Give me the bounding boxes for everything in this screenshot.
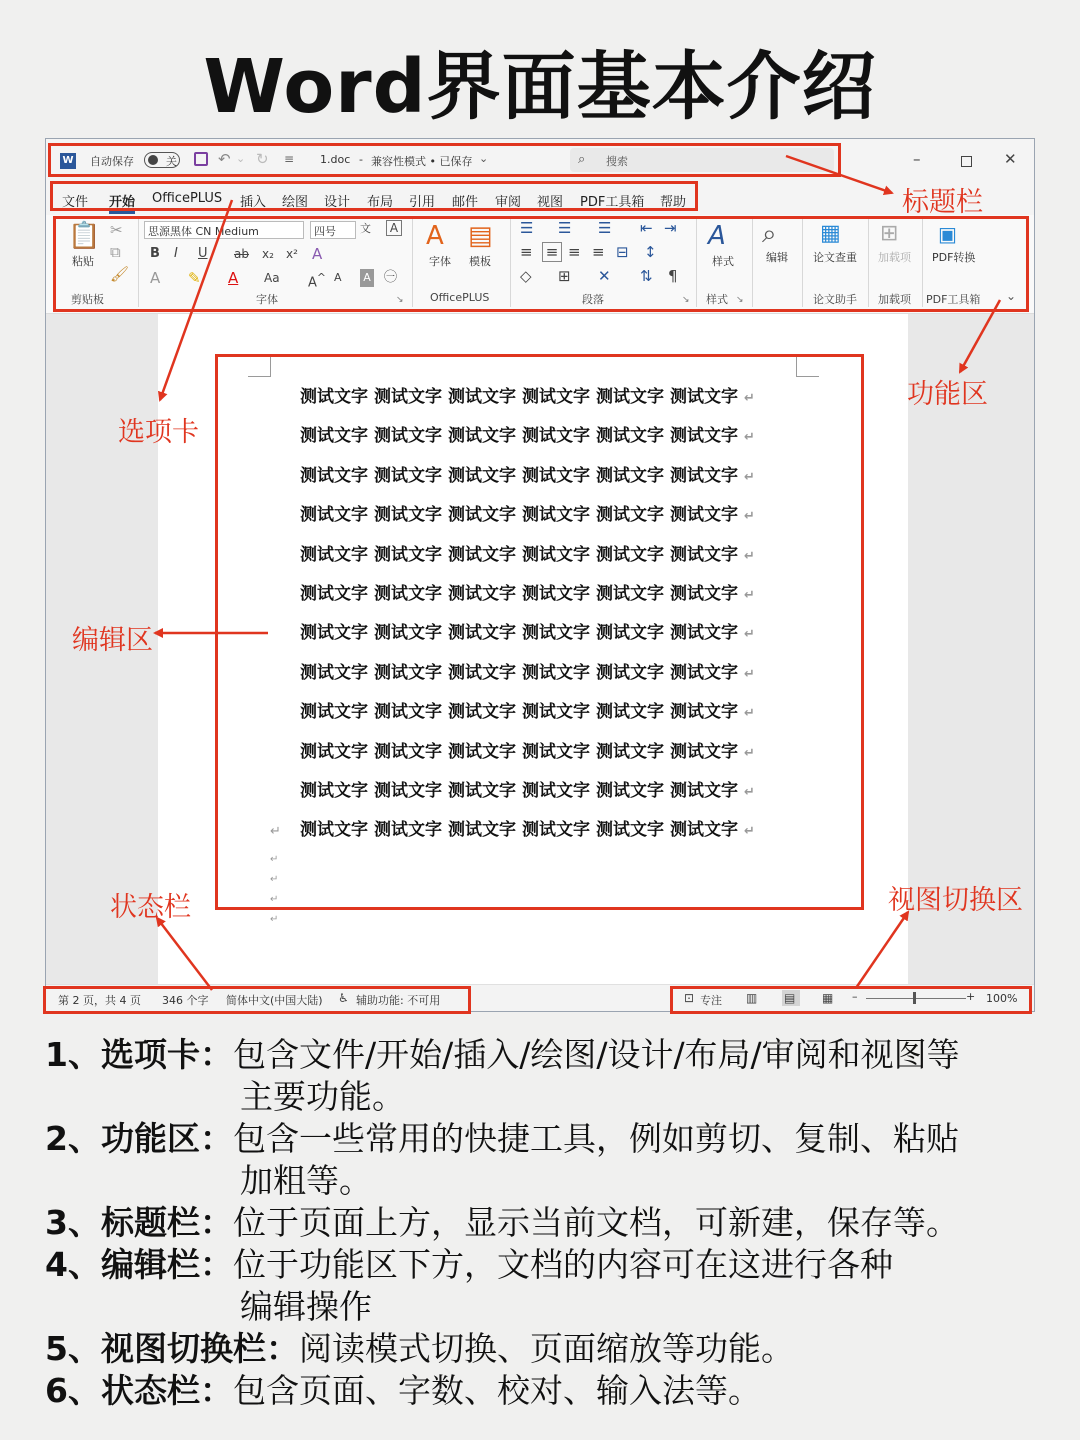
- change-case-icon[interactable]: Aa: [264, 271, 280, 285]
- text-run: 测试文字: [596, 465, 664, 486]
- paragraph-mark: ↵: [270, 854, 279, 865]
- focus-icon[interactable]: ⊡: [684, 991, 695, 1005]
- text-run: 测试文字: [596, 584, 664, 604]
- description-label: 视图切换栏：: [100, 1329, 299, 1368]
- undo-dropdown-icon[interactable]: ⌄: [236, 152, 246, 165]
- zoom-out-icon[interactable]: –: [852, 990, 858, 1003]
- text-effects-icon[interactable]: A: [150, 269, 161, 287]
- text-run: 测试文字: [596, 505, 664, 526]
- paste-icon[interactable]: 📋: [68, 221, 101, 251]
- strikethrough-icon[interactable]: ab: [234, 247, 249, 261]
- text-run: 测试文字: [300, 544, 368, 565]
- sort-icon[interactable]: ⇅: [640, 267, 653, 285]
- description-text-cont: 编辑操作: [240, 1287, 372, 1326]
- styles-label: 样式: [712, 255, 734, 268]
- text-run: 测试文字: [448, 623, 516, 644]
- text-run: 测试文字: [374, 465, 442, 486]
- shading-icon[interactable]: ◇: [520, 267, 532, 285]
- status-bar-arrow: [157, 918, 212, 990]
- font-color-icon[interactable]: A: [228, 269, 239, 287]
- word-count[interactable]: 346 个字: [162, 994, 209, 1007]
- font-tool-label: 字体: [429, 255, 451, 268]
- text-run: 测试文字: [596, 781, 664, 801]
- text-run: 测试文字: [448, 505, 516, 526]
- text-run: 测试文字: [522, 623, 590, 644]
- text-run: 测试文字: [300, 662, 368, 683]
- description-text: 位于功能区下方，文档的内容可在这进行各种: [232, 1245, 893, 1284]
- description-label: 状态栏：: [100, 1371, 233, 1410]
- text-run: 测试文字: [448, 781, 516, 801]
- text-run: 测试文字: [670, 426, 738, 447]
- text-run: 测试文字: [596, 544, 664, 565]
- ribbon-arrow: [960, 300, 1000, 372]
- tab-file[interactable]: 文件: [62, 195, 89, 210]
- paragraph-mark: ↵: [744, 509, 755, 525]
- template-icon[interactable]: ▤: [468, 221, 493, 251]
- editing-label: 编辑: [766, 251, 788, 264]
- view-switch-arrow: [856, 912, 908, 988]
- paragraph-group-label: 段落: [582, 293, 604, 306]
- text-run: 测试文字: [670, 465, 738, 486]
- subscript-icon[interactable]: x₂: [262, 247, 274, 261]
- tabs-arrow: [160, 200, 232, 400]
- paragraph-mark: ↵: [744, 391, 755, 406]
- bold-icon[interactable]: B: [150, 246, 160, 261]
- decrease-indent-icon[interactable]: ⇤: [640, 219, 653, 237]
- phonetic-guide-icon[interactable]: 文: [360, 222, 371, 235]
- text-run: 测试文字: [596, 702, 664, 723]
- pdf-convert-label: PDF转换: [932, 251, 976, 264]
- paste-label: 粘贴: [72, 255, 94, 268]
- line-spacing-icon[interactable]: ↕: [644, 243, 657, 261]
- editing-search-icon[interactable]: ⌕: [762, 219, 777, 249]
- paragraph-mark: ↵: [744, 706, 755, 722]
- tab-draw[interactable]: 绘图: [282, 195, 309, 210]
- text-run: 测试文字: [670, 387, 738, 407]
- document-name: 1.doc: [320, 153, 351, 166]
- text-run: 测试文字: [448, 741, 516, 762]
- thesis-check-icon[interactable]: ▦: [820, 221, 841, 246]
- addins-group-label: 加载项: [878, 293, 911, 306]
- description-number: 2、: [45, 1119, 101, 1158]
- styles-icon[interactable]: A: [708, 221, 726, 251]
- tab-review[interactable]: 审阅: [495, 195, 522, 210]
- align-left-icon[interactable]: ≡: [520, 243, 533, 261]
- undo-icon[interactable]: ↶: [218, 150, 231, 168]
- text-run: 测试文字: [670, 820, 738, 841]
- text-run: 测试文字: [374, 662, 442, 683]
- text-run: 测试文字: [522, 741, 590, 762]
- text-run: 测试文字: [300, 465, 368, 486]
- paragraph-mark: ↵: [744, 548, 755, 564]
- web-layout-icon[interactable]: ▦: [822, 991, 834, 1005]
- autosave-state: 关: [166, 155, 177, 168]
- title-bar-annotation: 标题栏: [902, 187, 983, 218]
- description-label: 功能区：: [100, 1119, 233, 1158]
- description-item: [45, 1118, 1045, 1202]
- zoom-in-icon[interactable]: +: [966, 990, 976, 1003]
- thesis-group-label: 论文助手: [813, 293, 857, 306]
- text-run: 测试文字: [448, 426, 516, 447]
- text-run: 测试文字: [300, 505, 368, 526]
- page-count[interactable]: 第 2 页，共 4 页: [58, 994, 141, 1007]
- paragraph-dialog-launcher-icon[interactable]: ↘: [682, 295, 690, 305]
- text-run: 测试文字: [596, 623, 664, 644]
- justify-icon[interactable]: ≡: [592, 243, 605, 261]
- text-run: 测试文字: [596, 426, 664, 447]
- text-run: 测试文字: [448, 465, 516, 486]
- shrink-font-icon[interactable]: A: [334, 271, 342, 284]
- description-text: 位于页面上方，显示当前文档，可新建，保存等。: [232, 1203, 959, 1242]
- minimize-icon[interactable]: –: [913, 150, 921, 168]
- text-run: 测试文字: [300, 702, 368, 723]
- pdf-group-label: PDF工具箱: [926, 293, 981, 306]
- font-dialog-launcher-icon[interactable]: ↘: [396, 295, 404, 305]
- text-run: 测试文字: [300, 387, 368, 407]
- tab-view[interactable]: 视图: [537, 195, 564, 210]
- font-group-label: 字体: [256, 293, 278, 306]
- read-mode-icon[interactable]: ▥: [746, 991, 758, 1005]
- enclose-char-icon[interactable]: ㊀: [384, 270, 398, 285]
- description-number: 4、: [45, 1245, 101, 1284]
- ribbon-annotation: 功能区: [907, 379, 988, 410]
- text-run: 测试文字: [448, 662, 516, 683]
- autosave-label: 自动保存: [90, 155, 134, 168]
- text-run: 测试文字: [300, 584, 368, 604]
- format-painter-icon[interactable]: 🖌: [110, 265, 130, 283]
- description-item: [45, 1244, 1045, 1328]
- tab-layout[interactable]: 布局: [367, 195, 394, 210]
- addins-icon[interactable]: ⊞: [880, 221, 899, 246]
- template-label: 模板: [469, 255, 491, 268]
- title-bar-arrow: [786, 156, 892, 193]
- text-run: 测试文字: [374, 623, 442, 644]
- text-run: 测试文字: [670, 505, 738, 526]
- italic-icon[interactable]: I: [174, 246, 178, 261]
- tab-insert[interactable]: 插入: [240, 195, 267, 210]
- text-run: 测试文字: [596, 741, 664, 762]
- pdf-convert-icon[interactable]: ▣: [938, 222, 957, 246]
- text-run: 测试文字: [670, 702, 738, 723]
- zoom-level[interactable]: 100%: [986, 992, 1018, 1005]
- text-run: 测试文字: [522, 426, 590, 447]
- styles-dialog-launcher-icon[interactable]: ↘: [736, 295, 744, 305]
- text-run: 测试文字: [374, 426, 442, 447]
- focus-label[interactable]: 专注: [700, 994, 722, 1007]
- tab-pdf-toolbox[interactable]: PDF工具箱: [580, 195, 645, 210]
- text-run: 测试文字: [300, 426, 368, 447]
- text-run: 测试文字: [522, 544, 590, 565]
- text-run: 测试文字: [596, 387, 664, 407]
- text-run: 测试文字: [374, 387, 442, 407]
- text-run: 测试文字: [300, 741, 368, 762]
- show-marks-icon[interactable]: ¶: [668, 267, 678, 285]
- paragraph-mark: ↵: [744, 430, 755, 446]
- text-run: 测试文字: [374, 741, 442, 762]
- text-run: 测试文字: [522, 662, 590, 683]
- language-status[interactable]: 简体中文(中国大陆): [226, 994, 323, 1007]
- char-shading-icon[interactable]: A: [360, 269, 374, 287]
- grow-font-icon[interactable]: A^: [308, 271, 326, 291]
- text-run: 测试文字: [374, 820, 442, 841]
- tabs-annotation: 选项卡: [118, 417, 199, 448]
- text-run: 测试文字: [522, 702, 590, 723]
- text-run: 测试文字: [670, 623, 738, 644]
- char-border-icon[interactable]: A: [386, 220, 402, 236]
- paragraph-mark: ↵: [744, 666, 755, 682]
- paragraph-mark: ↵: [270, 824, 281, 839]
- multilevel-list-icon[interactable]: ☰: [598, 219, 612, 237]
- distributed-icon[interactable]: ⊟: [616, 243, 629, 261]
- word-logo-icon: W: [60, 153, 76, 169]
- collapse-ribbon-icon[interactable]: ⌄: [1006, 289, 1017, 303]
- page-heading: Word界面基本介绍: [203, 44, 877, 130]
- text-run: 测试文字: [448, 544, 516, 565]
- text-run: 测试文字: [596, 820, 664, 841]
- underline-icon[interactable]: U: [198, 246, 208, 261]
- paragraph-mark: ↵: [744, 745, 755, 761]
- text-run: 测试文字: [596, 662, 664, 683]
- copy-icon[interactable]: ⧉: [110, 243, 121, 261]
- description-number: 1、: [45, 1035, 101, 1074]
- text-run: 测试文字: [448, 387, 516, 407]
- text-run: 测试文字: [670, 584, 738, 604]
- increase-indent-icon[interactable]: ⇥: [664, 219, 677, 237]
- tab-design[interactable]: 设计: [324, 195, 351, 210]
- text-run: 测试文字: [670, 781, 738, 801]
- text-run: 测试文字: [374, 702, 442, 723]
- cut-icon[interactable]: ✂: [110, 221, 123, 239]
- accessibility-status[interactable]: 辅助功能: 不可用: [356, 994, 441, 1007]
- customize-toolbar-icon[interactable]: ≡: [284, 152, 295, 166]
- paragraph-mark: ↵: [744, 627, 755, 643]
- text-run: 测试文字: [448, 702, 516, 723]
- description-number: 5、: [45, 1329, 101, 1368]
- superscript-icon[interactable]: x²: [286, 247, 298, 261]
- description-item: [45, 1202, 1045, 1244]
- thesis-check-label: 论文查重: [813, 251, 857, 264]
- description-number: 6、: [45, 1371, 101, 1410]
- text-run: 测试文字: [522, 465, 590, 486]
- tab-mailings[interactable]: 邮件: [452, 195, 479, 210]
- text-run: 测试文字: [670, 544, 738, 565]
- text-run: 测试文字: [448, 820, 516, 841]
- paragraph-mark: ↵: [744, 588, 755, 603]
- redo-icon[interactable]: ↻: [256, 150, 269, 168]
- paragraph-mark: ↵: [270, 874, 279, 885]
- description-label: 编辑栏：: [100, 1245, 233, 1284]
- print-layout-icon: ▤: [784, 991, 796, 1005]
- text-run: 测试文字: [300, 623, 368, 644]
- text-run: 测试文字: [374, 505, 442, 526]
- description-text: 包含文件/开始/插入/绘图/设计/布局/审阅和视图等: [232, 1035, 960, 1074]
- clear-format-icon[interactable]: A: [312, 245, 323, 263]
- borders-icon[interactable]: ⊞: [558, 267, 571, 285]
- bullets-icon[interactable]: ☰: [520, 219, 534, 237]
- align-center-icon[interactable]: ≡: [542, 242, 562, 262]
- highlight-icon[interactable]: ✎: [188, 269, 201, 287]
- description-number: 3、: [45, 1203, 101, 1242]
- text-run: 测试文字: [448, 584, 516, 604]
- officeplus-group-label: OfficePLUS: [430, 291, 490, 304]
- description-text-cont: 加粗等。: [240, 1161, 372, 1200]
- text-run: 测试文字: [670, 662, 738, 683]
- search-placeholder: 搜索: [606, 155, 628, 168]
- text-run: 测试文字: [670, 741, 738, 762]
- text-run: 测试文字: [522, 505, 590, 526]
- description-text: 阅读模式切换、页面缩放等功能。: [298, 1329, 794, 1368]
- paragraph-mark: ↵: [744, 824, 755, 840]
- font-name-value: 思源黑体 CN Medium: [148, 225, 259, 238]
- description-text: 包含一些常用的快捷工具，例如剪切、复制、粘贴: [232, 1119, 959, 1158]
- text-run: 测试文字: [522, 781, 590, 801]
- description-item: [45, 1370, 1045, 1412]
- description-item: [45, 1034, 1045, 1118]
- paragraph-mark: ↵: [744, 469, 755, 485]
- doc-menu-chevron-icon[interactable]: ⌄: [479, 152, 489, 165]
- close-icon[interactable]: ✕: [1004, 150, 1017, 168]
- paragraph-mark: ↵: [270, 894, 279, 905]
- description-text-cont: 主要功能。: [240, 1077, 405, 1116]
- title-separator: -: [359, 153, 363, 166]
- view-switch-annotation: 视图切换区: [888, 885, 1023, 916]
- edit-area-annotation: 编辑区: [72, 625, 153, 656]
- styles-group-label: 样式: [706, 293, 728, 306]
- text-run: 测试文字: [522, 820, 590, 841]
- tab-home[interactable]: 开始: [109, 195, 136, 210]
- font-tool-icon[interactable]: A: [426, 221, 444, 251]
- description-item: [45, 1328, 1045, 1370]
- document-mode: 兼容性模式 • 已保存: [371, 155, 473, 168]
- text-run: 测试文字: [300, 781, 368, 801]
- description-text: 包含页面、字数、校对、输入法等。: [232, 1371, 761, 1410]
- text-run: 测试文字: [374, 544, 442, 565]
- text-run: 测试文字: [374, 781, 442, 801]
- addins-label: 加载项: [878, 251, 911, 264]
- text-run: 测试文字: [522, 387, 590, 407]
- description-label: 标题栏：: [100, 1203, 233, 1242]
- tab-references[interactable]: 引用: [409, 195, 436, 210]
- status-bar-annotation: 状态栏: [110, 892, 191, 923]
- tab-help[interactable]: 帮助: [660, 195, 687, 210]
- accessibility-icon: ♿: [338, 991, 349, 1005]
- description-list: [45, 1034, 1045, 1412]
- paragraph-mark: ↵: [270, 914, 279, 925]
- text-run: 测试文字: [300, 820, 368, 841]
- text-run: 测试文字: [374, 584, 442, 604]
- numbering-icon[interactable]: ☰: [558, 219, 572, 237]
- description-label: 选项卡：: [100, 1035, 233, 1074]
- chinese-layout-icon[interactable]: ✕: [598, 267, 611, 285]
- paragraph-mark: ↵: [744, 785, 755, 800]
- search-icon: ⌕: [578, 152, 586, 167]
- tab-officeplus[interactable]: OfficePLUS: [152, 191, 223, 206]
- font-size-value: 四号: [314, 225, 336, 238]
- clipboard-group-label: 剪贴板: [71, 293, 104, 306]
- align-right-icon[interactable]: ≡: [568, 243, 581, 261]
- text-run: 测试文字: [522, 584, 590, 604]
